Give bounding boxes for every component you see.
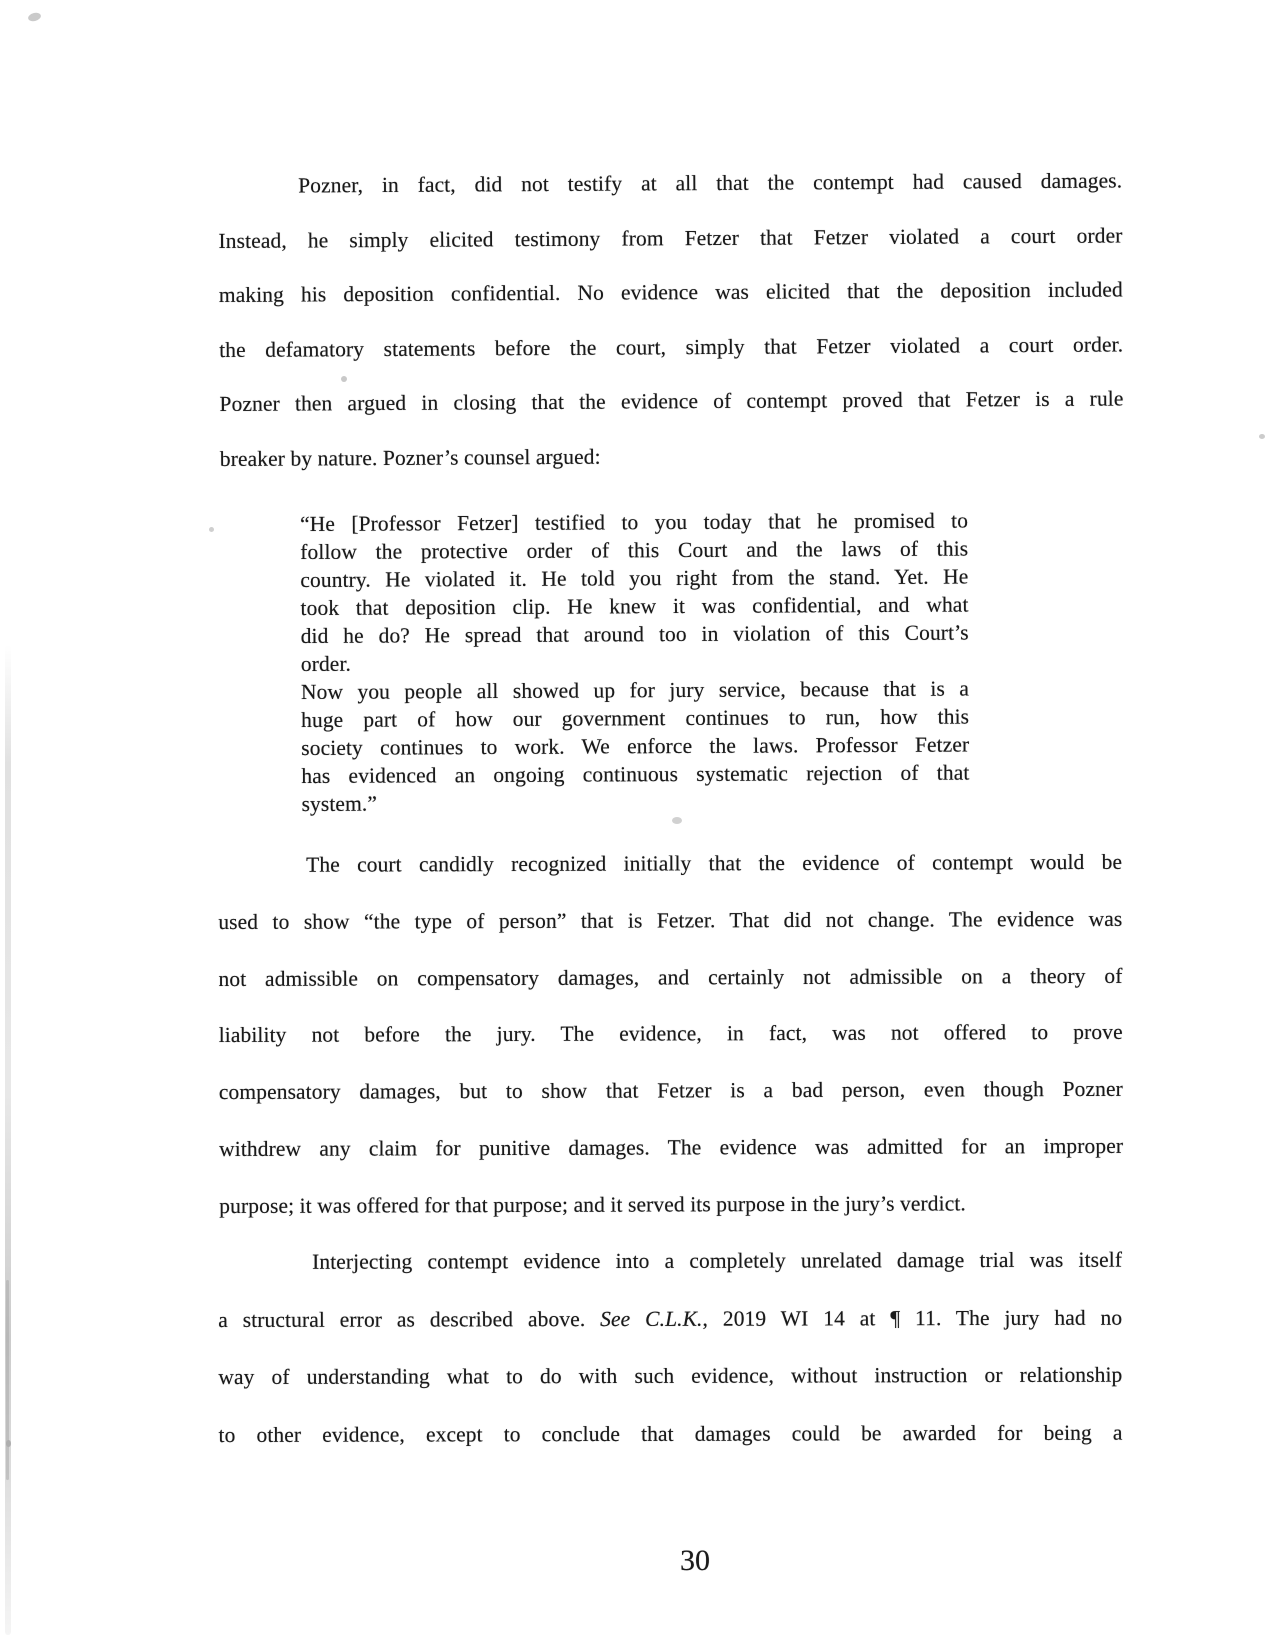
text-line: society continues to work. We enforce the laws. Professor Fetzer [301,732,970,760]
paragraph-1 [218,153,1124,486]
text-segment: a structural error as described above. [218,1306,601,1332]
text-line: order. [300,651,352,676]
text-line: to other evidence, except to conclude that damages could be awarded for being a [218,1420,1123,1447]
scan-dot-artifact [6,1440,11,1447]
text-line: used to show “the type of person” that is Fetzer. That did not change. The evidence was [218,906,1123,934]
scan-streak-dark-artifact [6,1280,9,1480]
text-line: did he do? He spread that around too in violation of this Court’s [300,620,969,648]
text-line: took that deposition clip. He knew it was confidential, and what [300,592,969,620]
scan-speck-artifact [1259,434,1265,439]
text-line: country. He violated it. He told you right from the stand. Yet. He [300,564,969,592]
blockquote-counsel-argument [300,507,970,818]
text-line: Pozner, in fact, did not testify at all that the contempt had caused damages. [298,168,1123,198]
text-segment: , 2019 WI 14 at ¶ 11. The jury had no [702,1305,1123,1331]
paragraph-2 [218,834,1123,1235]
scan-speck-artifact [209,527,214,532]
page-number: 30 [680,1544,710,1577]
text-line: withdrew any claim for punitive damages. The evidence was admitted for an improper [219,1133,1124,1161]
text-line: system.” [301,791,378,816]
text-line: huge part of how our government continues to run, how this [301,704,970,732]
text-line: way of understanding what to do with such evidence, without instruction or relationship [218,1362,1123,1389]
text-line: Pozner then argued in closing that the evidence of contempt proved that Fetzer is a rule [219,386,1124,416]
text-line: Now you people all showed up for jury service, because that is a [300,676,970,704]
scan-streak-artifact [5,645,11,1635]
text-line: “He [Professor Fetzer] testified to you today that he promised to [300,508,969,536]
text-line: compensatory damages, but to show that Fetzer is a bad person, even though Pozner [218,1077,1123,1105]
text-line [218,1289,1122,1349]
text-line: The court candidly recognized initially that the evidence of contempt would be [306,849,1123,877]
text-line: not admissible on compensatory damages, and certainly not admissible on a theory of [218,963,1123,991]
text-line: Instead, he simply elicited testimony from Fetzer that Fetzer violated a court order [218,222,1123,253]
text-line: Interjecting contempt evidence into a completely unrelated damage trial was itself [312,1247,1123,1274]
text-line: follow the protective order of this Court and the laws of this [300,536,969,564]
text-line: the defamatory statements before the court, simply that Fetzer violated a court order. [219,331,1124,362]
scan-smudge-topleft-artifact [27,11,42,22]
text-line: has evidenced an ongoing continuous systematic rejection of that [301,760,970,788]
scan-speck-artifact [672,817,682,824]
text-line: purpose; it was offered for that purpose; and it served its purpose in the jury’s verdict. [219,1191,966,1218]
citation-italic: See C.L.K. [600,1306,703,1331]
paragraph-3 [218,1232,1123,1464]
text-line: making his deposition confidential. No evidence was elicited that the deposition included [218,277,1123,307]
text-line: breaker by nature. Pozner’s counsel argued: [219,444,601,471]
text-line: liability not before the jury. The evidence, in fact, was not offered to prove [218,1020,1123,1048]
